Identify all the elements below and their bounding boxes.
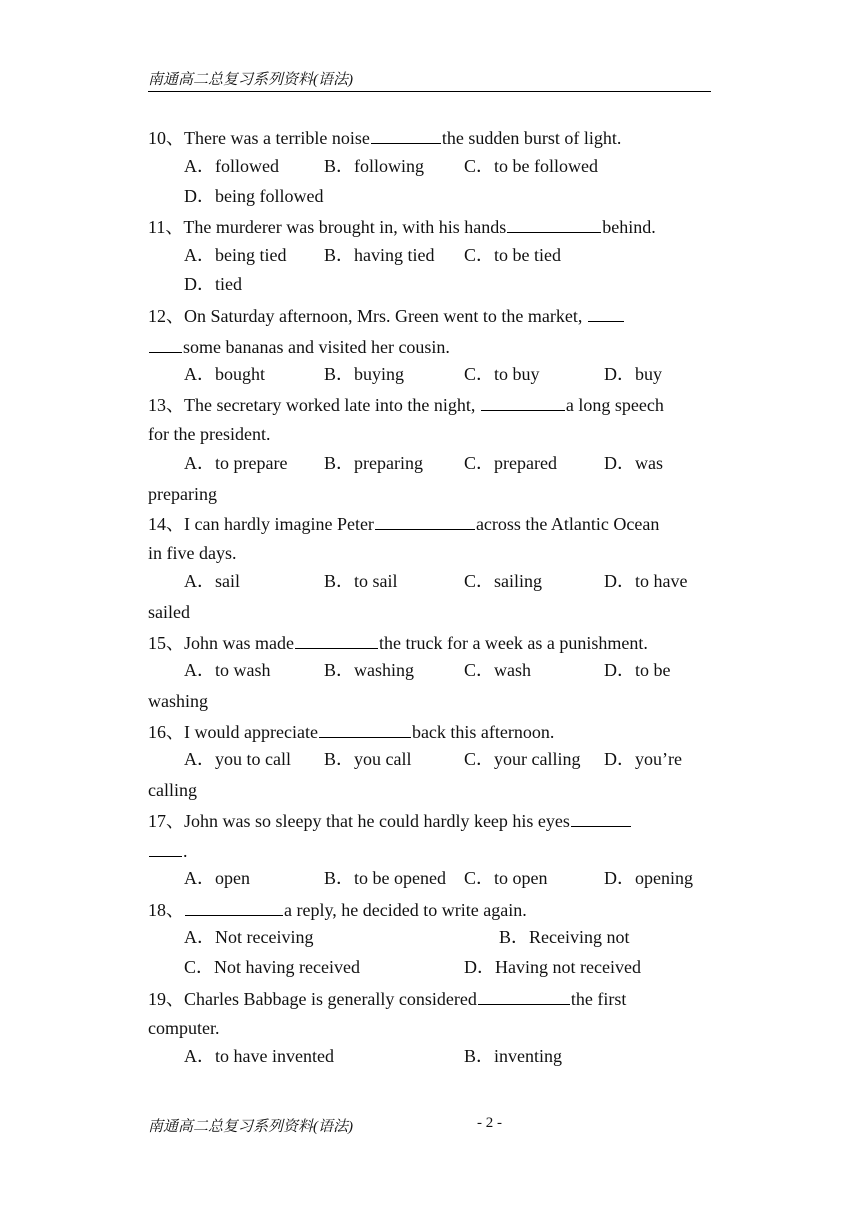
answer-blank xyxy=(149,334,182,353)
option-a: A．to have invented xyxy=(184,1046,334,1066)
option-c: C．Not having received xyxy=(184,957,360,977)
question-text: the sudden burst of light. xyxy=(441,128,622,148)
answer-blank xyxy=(478,986,570,1005)
option-d-wrap: calling xyxy=(148,780,197,800)
question-number: 17、 xyxy=(148,811,184,831)
option-c: C．wash xyxy=(464,660,531,680)
question-text: The murderer was brought in, with his hands xyxy=(183,217,507,237)
question-13 xyxy=(148,392,664,416)
question-number: 14、 xyxy=(148,514,184,534)
answer-blank xyxy=(571,808,631,827)
answer-blank xyxy=(185,897,283,916)
answer-blank xyxy=(295,630,378,649)
option-a: A．you to call xyxy=(184,749,291,769)
option-b: B．washing xyxy=(324,660,414,680)
question-10 xyxy=(148,125,621,149)
question-number: 15、 xyxy=(148,633,184,653)
question-19-cont: computer. xyxy=(148,1018,220,1038)
question-11 xyxy=(148,214,656,238)
option-d: D．you’re xyxy=(604,749,682,769)
option-a: A．to prepare xyxy=(184,453,288,473)
option-c: C．to be followed xyxy=(464,156,598,176)
option-b: B．to be opened xyxy=(324,868,446,888)
option-c: C．to buy xyxy=(464,364,540,384)
option-b: B．buying xyxy=(324,364,405,384)
option-d: D．opening xyxy=(604,868,693,888)
question-text: John was so sleepy that he could hardly keep his eyes xyxy=(184,811,570,831)
question-text: the first xyxy=(570,989,627,1009)
option-d-wrap: sailed xyxy=(148,602,190,622)
question-14-cont: in five days. xyxy=(148,543,237,563)
answer-blank xyxy=(149,838,182,857)
option-c: C．prepared xyxy=(464,453,557,473)
option-d: D．was xyxy=(604,453,663,473)
option-b: B．having tied xyxy=(324,245,435,265)
option-b: B．inventing xyxy=(464,1046,562,1066)
option-c: C．to be tied xyxy=(464,245,561,265)
question-number: 18、 xyxy=(148,900,184,920)
question-text: There was a terrible noise xyxy=(184,128,370,148)
question-number: 19、 xyxy=(148,989,184,1009)
option-b: B．following xyxy=(324,156,425,176)
question-text: John was made xyxy=(184,633,294,653)
option-a: A．bought xyxy=(184,364,265,384)
option-a: A．open xyxy=(184,868,250,888)
question-text: some bananas and visited her cousin. xyxy=(183,337,450,357)
question-15 xyxy=(148,630,648,654)
question-13-cont: for the president. xyxy=(148,424,271,444)
question-number: 10、 xyxy=(148,128,184,148)
answer-blank xyxy=(375,511,475,530)
answer-blank xyxy=(319,719,411,738)
question-number: 11、 xyxy=(148,217,184,237)
question-text: a long speech xyxy=(565,395,664,415)
option-d-wrap: washing xyxy=(148,691,208,711)
option-d: D．tied xyxy=(184,274,242,294)
option-b: B．Receiving not xyxy=(499,927,630,947)
question-text: a reply, he decided to write again. xyxy=(284,900,527,920)
option-c: C．your calling xyxy=(464,749,581,769)
page-number: - 2 - xyxy=(477,1115,502,1131)
option-a: A．followed xyxy=(184,156,279,176)
question-19 xyxy=(148,986,626,1010)
option-a: A．being tied xyxy=(184,245,287,265)
answer-blank xyxy=(481,392,565,411)
question-text: On Saturday afternoon, Mrs. Green went to the market, xyxy=(184,306,583,326)
question-17 xyxy=(148,808,632,832)
question-12 xyxy=(148,303,625,327)
question-text: the truck for a week as a punishment. xyxy=(378,633,648,653)
option-c: C．to open xyxy=(464,868,548,888)
header-title: 南通高二总复习系列资料(语法) xyxy=(148,72,353,88)
question-text: behind. xyxy=(602,217,656,237)
option-d-wrap: preparing xyxy=(148,484,217,504)
option-d: D．to be xyxy=(604,660,671,680)
option-a: A．sail xyxy=(184,571,240,591)
answer-blank xyxy=(507,214,601,233)
option-a: A．to wash xyxy=(184,660,271,680)
question-number: 12、 xyxy=(148,306,184,326)
question-text: across the Atlantic Ocean xyxy=(475,514,660,534)
question-text: I can hardly imagine Peter xyxy=(184,514,374,534)
question-text: Charles Babbage is generally considered xyxy=(184,989,477,1009)
question-14 xyxy=(148,511,659,535)
option-c: C．sailing xyxy=(464,571,543,591)
question-text: . xyxy=(183,841,188,861)
question-text: The secretary worked late into the night, xyxy=(184,395,476,415)
option-a: A．Not receiving xyxy=(184,927,314,947)
footer-title: 南通高二总复习系列资料(语法) xyxy=(148,1119,353,1135)
option-b: B．preparing xyxy=(324,453,423,473)
question-text: back this afternoon. xyxy=(411,722,555,742)
page-header xyxy=(148,70,711,92)
question-12-cont xyxy=(148,334,450,358)
question-number: 16、 xyxy=(148,722,184,742)
question-text: I would appreciate xyxy=(184,722,318,742)
question-17-cont xyxy=(148,838,188,862)
question-16 xyxy=(148,719,554,743)
option-d: D．to have xyxy=(604,571,688,591)
option-b: B．you call xyxy=(324,749,412,769)
question-number: 13、 xyxy=(148,395,184,415)
option-d: D．being followed xyxy=(184,186,324,206)
option-d: D．buy xyxy=(604,364,662,384)
question-18 xyxy=(148,897,527,921)
option-b: B．to sail xyxy=(324,571,398,591)
answer-blank xyxy=(588,303,624,322)
answer-blank xyxy=(371,125,441,144)
option-d: D．Having not received xyxy=(464,957,641,977)
